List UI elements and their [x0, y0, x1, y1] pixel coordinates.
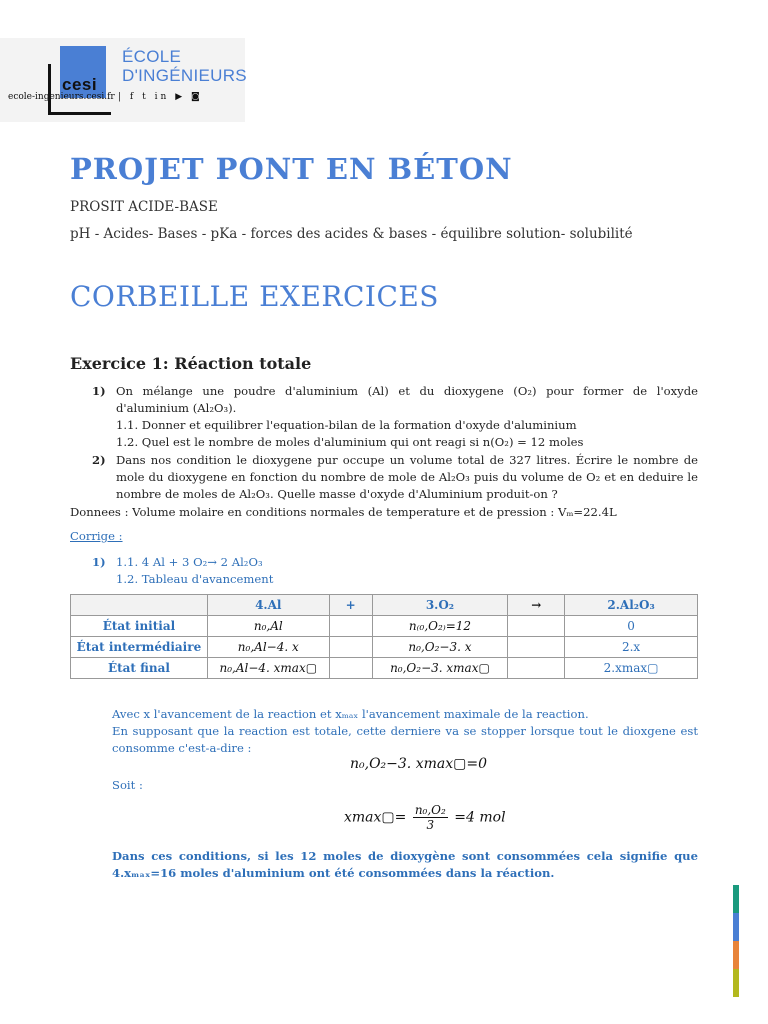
- table-cell: n₀,Al−4. x: [207, 637, 329, 658]
- instagram-icon[interactable]: ◙: [191, 92, 203, 102]
- table-cell: 2.x: [565, 637, 698, 658]
- row-label: État final: [71, 658, 208, 679]
- conclusion: Dans ces conditions, si les 12 moles de dioxygène sont consommées cela signifie que 4.xₘₐₓ=16 moles d'aluminium ont été consommées dans la réaction.: [112, 849, 698, 880]
- table-cell: n₍₀,O₂₎=12: [372, 616, 508, 637]
- table-cell: n₀,O₂−3. x: [372, 637, 508, 658]
- header-cell: 4.Al: [207, 595, 329, 616]
- table-cell: [508, 637, 565, 658]
- table-row: [71, 658, 698, 679]
- section-title: CORBEILLE EXERCICES: [70, 280, 439, 313]
- c1-table-title: 1.2. Tableau d'avancement: [116, 572, 274, 586]
- exercise-title: Exercice 1: Réaction totale: [70, 354, 312, 373]
- data-line: Donnees : Volume molaire en conditions normales de temperature et de pression : Vₘ=22.4L: [70, 505, 617, 519]
- table-cell: [329, 616, 372, 637]
- equation-2: [344, 803, 506, 832]
- header-cell: →: [508, 595, 565, 616]
- c1-equation: 1.1. 4 Al + 3 O₂→ 2 Al₂O₃: [116, 555, 263, 569]
- question-2: [70, 452, 698, 503]
- social-icons: [118, 92, 203, 102]
- header-cell: 3.O₂: [372, 595, 508, 616]
- separator: |: [118, 92, 125, 102]
- logo-ecole: ÉCOLE D'INGÉNIEURS: [122, 47, 247, 85]
- header-cell: 2.Al₂O₃: [565, 595, 698, 616]
- c1-number: 1): [92, 555, 106, 569]
- advancement-table: [70, 594, 698, 679]
- deco-bar-green: [733, 885, 739, 913]
- doc-title: PROJET PONT EN BÉTON: [70, 152, 513, 186]
- header-logo: [0, 38, 245, 122]
- youtube-icon[interactable]: ▶: [175, 92, 186, 102]
- table-cell: 2.xmax▢: [565, 658, 698, 679]
- table-cell: [508, 658, 565, 679]
- doc-subtitle: PROSIT ACIDE-BASE: [70, 199, 218, 215]
- equation-1: n₀,O₂−3. xmax▢=0: [350, 756, 487, 772]
- header-cell: [71, 595, 208, 616]
- doc-keywords: pH - Acides- Bases - pKa - forces des acides & bases - équilibre solution- solubilité: [70, 226, 633, 242]
- linkedin-icon[interactable]: in: [154, 92, 170, 102]
- question-1: [70, 383, 698, 451]
- correction-text-2: En supposant que la reaction est totale, cette derniere va se stopper lorsque tout le dioxgene est consomme c'est-a-dire :: [112, 724, 698, 755]
- table-cell: [508, 616, 565, 637]
- correction-text-1: Avec x l'avancement de la reaction et xₘₐₓ l'avancement maximale de la reaction.: [112, 707, 589, 721]
- eq2-right: =4 mol: [454, 809, 506, 826]
- table-cell: n₀,O₂−3. xmax▢: [372, 658, 508, 679]
- eq2-denominator: 3: [426, 818, 435, 832]
- deco-bar-blue: [733, 913, 739, 941]
- correction-label: Corrige :: [70, 529, 123, 543]
- q2-text: Dans nos condition le dioxygene pur occupe un volume total de 327 litres. Écrire le nombre de mole du dioxygene en fonction du nombre de mole de Al₂O₃ puis du volume de O₂ et en deduire le nombre de moles de Al₂O₃. Quelle masse d'oxyde d'Aluminium produit-on ?: [116, 453, 698, 501]
- twitter-icon[interactable]: t: [142, 92, 149, 102]
- deco-bar-olive: [733, 969, 739, 997]
- q1-2: 1.2. Quel est le nombre de moles d'aluminium qui ont reagi si n(O₂) = 12 moles: [116, 435, 584, 449]
- table-cell: n₀,Al−4. xmax▢: [207, 658, 329, 679]
- table-row: [71, 616, 698, 637]
- row-label: État intermédiaire: [71, 637, 208, 658]
- table-cell: 0: [565, 616, 698, 637]
- logo-cesi: cesi: [62, 75, 98, 94]
- table-cell: [329, 637, 372, 658]
- header-cell: +: [329, 595, 372, 616]
- row-label: État initial: [71, 616, 208, 637]
- eq2-left: xmax▢=: [344, 809, 407, 826]
- correction-1: [70, 554, 698, 588]
- deco-bar-orange: [733, 941, 739, 969]
- soit-label: Soit :: [112, 778, 143, 792]
- table-cell: [329, 658, 372, 679]
- website-link[interactable]: ecole-ingenieurs.cesi.fr: [8, 92, 115, 102]
- q1-number: 1): [92, 384, 106, 398]
- q1-text: On mélange une poudre d'aluminium (Al) et du dioxygene (O₂) pour former de l'oxyde d'aluminium (Al₂O₃).: [116, 384, 698, 415]
- q2-number: 2): [92, 453, 106, 467]
- table-cell: n₀,Al: [207, 616, 329, 637]
- q1-1: 1.1. Donner et equilibrer l'equation-bilan de la formation d'oxyde d'aluminium: [116, 418, 577, 432]
- facebook-icon[interactable]: f: [129, 92, 137, 102]
- table-header-row: [71, 595, 698, 616]
- eq2-fraction: [413, 803, 448, 832]
- table-row: [71, 637, 698, 658]
- eq2-numerator: n₀,O₂: [414, 803, 446, 817]
